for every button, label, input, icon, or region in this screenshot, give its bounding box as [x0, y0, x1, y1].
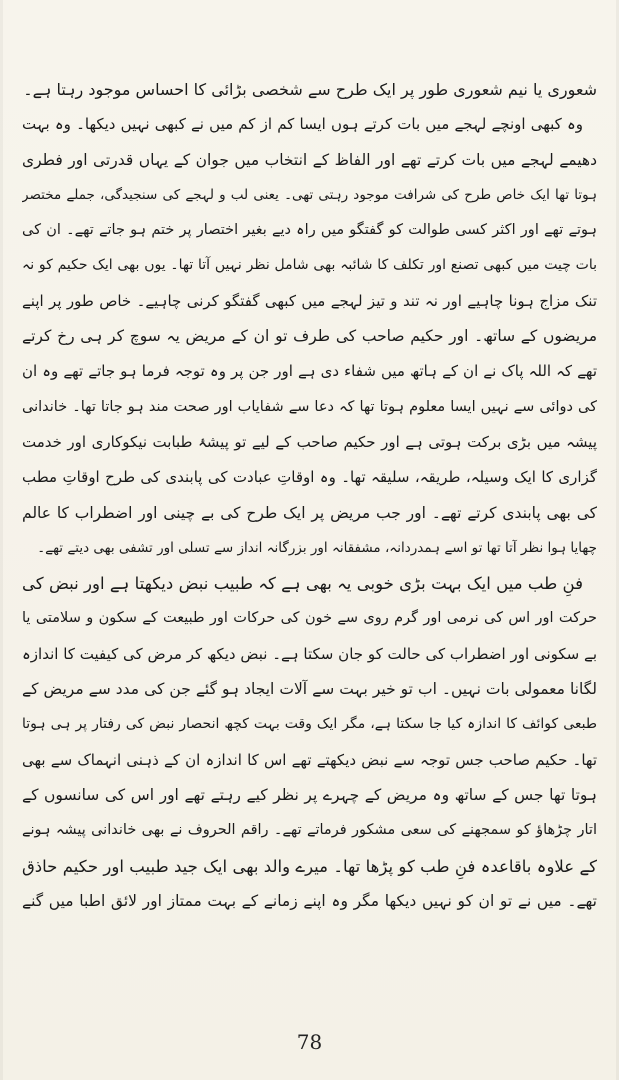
text-line: طبعی کوائف کا اندازہ کیا جا سکتا ہے، مگر ایک وقت بہت کچھ انحصار نبض کی رفتار پر ہی ہوتا: [22, 716, 597, 733]
text-line: کی دوائی سے نہیں ایسا معلوم ہوتا تھا کہ دعا سے شفایاب اور صحت مند ہو جاتا تھا۔ خاندانی: [22, 398, 597, 415]
text-line: گزاری کا ایک وسیلہ، طریقہ، سلیقہ تھا۔ وہ اوقاتِ عبادت کی پابندی کی طرح اوقاتِ مطب: [22, 468, 597, 487]
text-line: پیشہ میں بڑی برکت ہوتی ہے اور حکیم صاحب کے لیے تو پیشۂ طبابت نیکوکاری اور خدمت: [22, 432, 597, 451]
text-line: چھایا ہوا نظر آتا تھا تو اسے ہمدردانہ، مشفقانہ اور بزرگانہ انداز سے تسلی اور تشفی بھی دیتے تھے۔: [37, 539, 597, 556]
text-line: اتار چڑھاؤ کو سمجھنے کی سعی مشکور فرماتے تھے۔ راقم الحروف نے بھی خاندانی پیشہ ہونے: [22, 822, 597, 839]
page-edge-left: [0, 0, 3, 1080]
text-line: ہوتا تھا جس کے ساتھ وہ مریض کے چہرے پر نظر کیے رہتے تھے اور اس کی سانسوں کے: [22, 785, 597, 804]
text-line: تھا۔ حکیم صاحب جس توجہ سے نبض دیکھتے تھے اس کا اندازہ ان کے ذہنی انہماک سے بھی: [22, 750, 597, 769]
text-line: ہوتے تھے اور اکثر کسی طوالت کو گفتگو میں راہ دیے بغیر اختصار پر ختم ہو جاتے تھے۔ ان کی: [22, 222, 597, 239]
text-line: شعوری یا نیم شعوری طور پر ایک طرح سے شخصی بڑائی کا احساس موجود رہتا ہے۔: [23, 80, 597, 99]
text-line: کی بھی پابندی کرتے تھے۔ اور جب مریض پر ایک طرح کی بے چینی اور اضطراب کا عالم: [22, 503, 597, 522]
text-line: تھے کہ اللہ پاک نے ان کے ہاتھ میں شفاء دی ہے اور جن پر وہ توجہ فرما ہو جاتے تھے وہ ان: [22, 362, 597, 381]
text-line: بات چیت میں کبھی تصنع اور تکلف کا شائبہ بھی شامل نظر نہیں آتا تھا۔ یوں بھی ایک حکیم کو نہ: [22, 257, 597, 274]
text-line: لگانا معمولی بات نہیں۔ اب تو خیر بہت سے آلات ایجاد ہو گئے جن کی مدد سے مریض کے: [22, 680, 597, 699]
text-line: کے علاوہ باقاعدہ فنِ طب کو پڑھا تھا۔ میرے والد بھی ایک جید طبیب اور حکیم حاذق: [22, 856, 597, 876]
urdu-text-block: [22, 72, 597, 919]
text-line: دھیمے لہجے میں بات کرتے تھے اور الفاظ کے انتخاب میں جوان کے یہاں قدرتی اور فطری: [22, 150, 597, 169]
text-line: حرکت اور اس کی نرمی اور گرم روی سے خون کی حرکات اور طبیعت کے سکون و سلامتی یا: [22, 610, 597, 627]
text-line: تنک مزاج ہونا چاہیے اور نہ تند و تیز لہجے میں کبھی گفتگو کرنی چاہیے۔ خاص طور پر اپنے: [22, 291, 597, 310]
text-line: تھے۔ میں نے تو ان کو نہیں دیکھا مگر وہ اپنے زمانے کے بہت ممتاز اور لائق اطبا میں گنے: [22, 891, 597, 910]
text-line: بے سکونی اور اضطراب کی حالت کو جان سکتا ہے۔ نبض دیکھ کر مرض کی کیفیت کا اندازہ: [22, 644, 597, 663]
text-line: ہوتا تھا ایک خاص طرح کی شرافت موجود رہتی تھی۔ یعنی لب و لہجے کی سنجیدگی، جملے مختصر: [22, 186, 597, 203]
text-line: فنِ طب میں ایک بہت بڑی خوبی یہ بھی ہے کہ طبیب نبض دیکھتا ہے اور نبض کی: [22, 574, 583, 594]
text-line: مریضوں کے ساتھ۔ اور حکیم صاحب کی طرف تو ان کے مریض یہ سوچ کر ہی رخ کرتے: [22, 327, 597, 346]
text-line: وہ کبھی اونچے لہجے میں بات کرتے ہوں ایسا کم از کم میں نے کبھی نہیں دیکھا۔ وہ بہت: [22, 115, 583, 134]
page-number: 78: [296, 1030, 323, 1054]
